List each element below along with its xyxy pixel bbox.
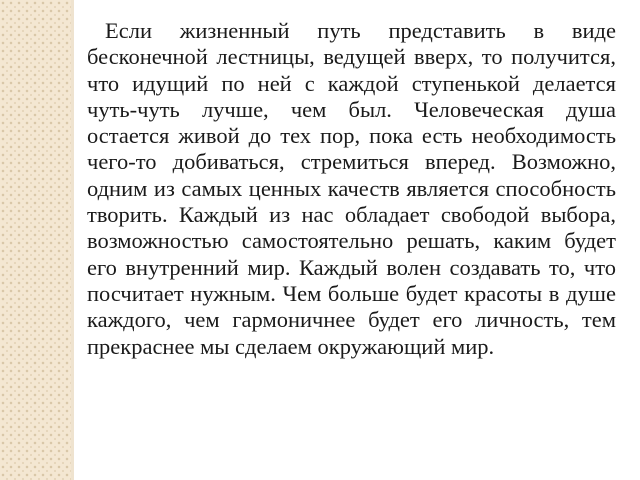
essay-paragraph: Если жизненный путь представить в виде бесконечной лестницы, ведущей вверх, то получится, что идущий по ней с каждой ступенькой делается чуть-чуть лучше, чем был. Человеческая душа остается живой до тех пор, пока есть необходимость чего-то добиваться, стремиться вперед. Возможно, одним из самых ценных качеств является способность творить. Каждый из нас обладает свободой выбора, возможностью самостоятельно решать, каким будет его внутренний мир. Каждый волен создавать то, что посчитает нужным. Чем больше будет красоты в душе каждого, чем гармоничнее будет его личность, тем прекраснее мы сделаем окружающий мир. [87, 18, 616, 359]
strip-divider [71, 0, 74, 480]
decorative-side-strip [0, 0, 71, 480]
